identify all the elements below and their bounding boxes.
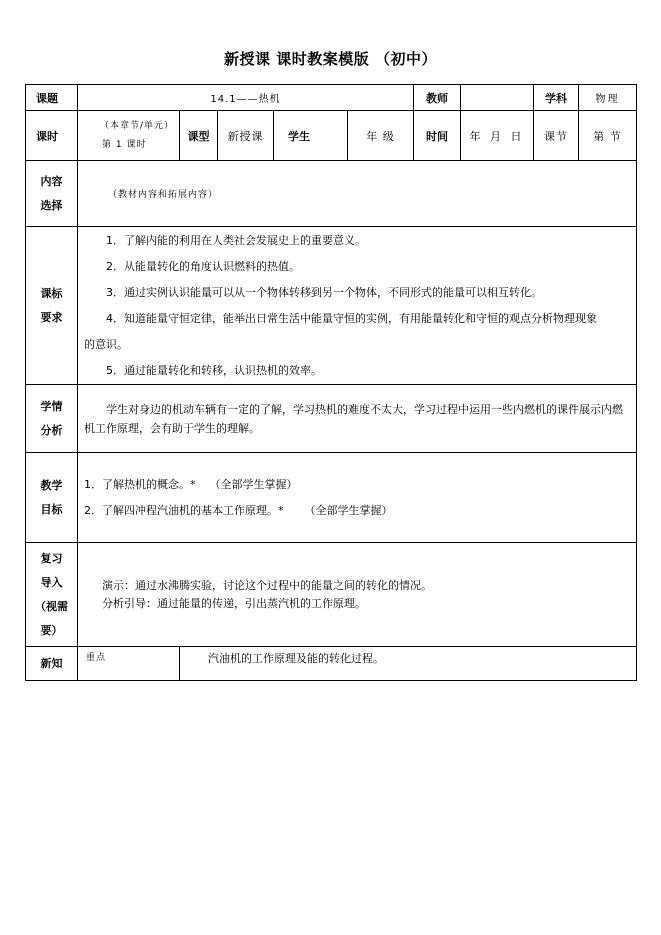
analysis-cell (78, 385, 637, 453)
content-label (26, 161, 78, 227)
time-label: 时间 (414, 111, 461, 161)
period-label: 课时 (26, 111, 78, 161)
content-row (26, 161, 637, 227)
type-value: 新授课 (218, 111, 274, 161)
standards-label (26, 227, 78, 385)
goals-label (26, 453, 78, 543)
analysis-label (26, 385, 78, 453)
new-knowledge-label: 新知 (26, 647, 78, 681)
key-point-label: 重点 (86, 653, 107, 663)
review-line: 分析引导：通过能量的传递，引出蒸汽机的工作原理。 (102, 596, 366, 610)
subject-label: 学科 (534, 85, 579, 111)
analysis-row (26, 385, 637, 453)
period-cell (78, 111, 180, 161)
topic-value: 14.1——热机 (78, 85, 414, 111)
grade-value: 年 级 (348, 111, 414, 161)
key-point-text: 汽油机的工作原理及能的转化过程。 (208, 652, 384, 665)
analysis-label-line2: 分析 (40, 423, 63, 437)
review-cell (78, 543, 637, 647)
goals-label-line2: 目标 (40, 502, 63, 516)
teacher-label: 教师 (414, 85, 461, 111)
period-value: 第 1 课时 (102, 139, 147, 150)
standard-item: 3．通过实例认识能量可以从一个物体转移到另一个物体，不同形式的能量可以相互转化。 (106, 285, 542, 299)
goals-label-line1: 教学 (40, 478, 63, 492)
content-label-line1: 内容 (40, 174, 63, 188)
section-label: 课节 (534, 111, 579, 161)
content-text: （教材内容和拓展内容） (108, 190, 219, 200)
type-label: 课型 (180, 111, 218, 161)
standards-label-line1: 课标 (40, 286, 63, 300)
content-label-line2: 选择 (40, 198, 63, 212)
standards-row (26, 227, 637, 385)
review-label (26, 543, 78, 647)
student-label: 学生 (274, 111, 348, 161)
review-row (26, 543, 637, 647)
new-knowledge-row (26, 647, 637, 681)
review-line: 演示：通过水沸腾实验，讨论这个过程中的能量之间的转化的情况。 (102, 578, 432, 592)
date-value: 年 月 日 (461, 111, 534, 161)
standard-item-wrap: 的意识。 (84, 337, 128, 351)
goals-cell (78, 453, 637, 543)
review-label-line: 导入 (40, 575, 63, 589)
subject-value: 物理 (579, 85, 637, 111)
page-title: 新授课 课时教案模版 （初中） (224, 50, 437, 68)
period-row (26, 111, 637, 161)
teacher-value (461, 85, 534, 111)
standards-label-line2: 要求 (40, 310, 63, 324)
standard-item: 4．知道能量守恒定律，能举出日常生活中能量守恒的实例，有用能量转化和守恒的观点分析物理现象 (106, 311, 597, 325)
section-value: 第 节 (579, 111, 637, 161)
standard-item: 2．从能量转化的角度认识燃料的热值。 (106, 259, 300, 273)
key-point-cell (78, 647, 180, 681)
goal-item: 1．了解热机的概念。* （全部学生掌握） (84, 477, 298, 491)
goals-row (26, 453, 637, 543)
standard-item: 5．通过能量转化和转移，认识热机的效率。 (106, 363, 322, 377)
lesson-plan-table (25, 84, 637, 681)
content-cell (78, 161, 637, 227)
standards-cell (78, 227, 637, 385)
topic-row (26, 85, 637, 111)
goal-item: 2．了解四冲程汽油机的基本工作原理。* （全部学生掌握） (84, 503, 393, 517)
analysis-label-line1: 学情 (40, 399, 63, 413)
period-note: （本章节/单元） (100, 120, 175, 131)
analysis-text: 学生对身边的机动车辆有一定的了解，学习热机的难度不太大，学习过程中运用一些内燃机的课件展示内燃机工作原理，会有助于学生的理解。 (84, 402, 623, 435)
topic-label: 课题 (26, 85, 78, 111)
key-point-text-cell (180, 647, 637, 681)
review-label-line: 要） (40, 623, 63, 637)
standard-item: 1．了解内能的利用在人类社会发展史上的重要意义。 (106, 233, 366, 247)
review-label-line: （视需 (35, 599, 68, 613)
review-label-line: 复习 (40, 551, 63, 565)
